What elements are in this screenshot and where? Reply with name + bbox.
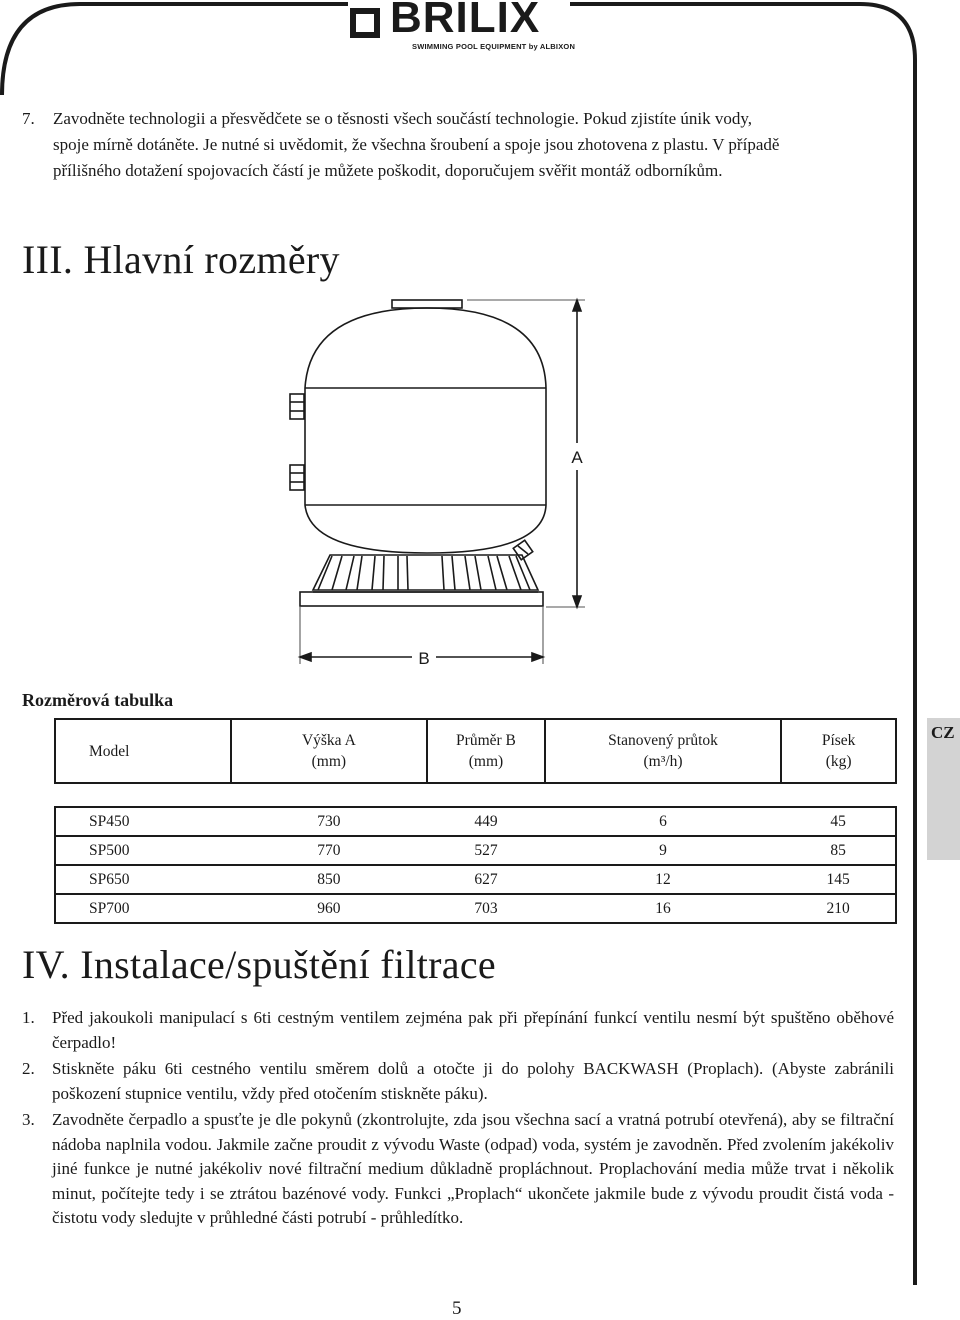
tank-base [300, 555, 543, 606]
language-tab [927, 718, 960, 860]
cell-sand: 45 [781, 807, 896, 836]
intro-number: 7. [22, 109, 35, 128]
cell-height: 960 [231, 894, 427, 923]
list-item [22, 1108, 894, 1231]
header-model: Model [55, 719, 231, 783]
table-row [55, 836, 896, 865]
cell-diameter: 527 [427, 836, 545, 865]
section-3-title: III. Hlavní rozměry [22, 237, 340, 282]
step-text: Zavodněte čerpadlo a spusťte je dle pokynů (zkontrolujte, zda jsou všechna sací a vratná potrubí otevřená), aby se filtrační nádoba naplnila vodou. Jakmile začne proudit z vývodu Waste (odpad) voda, systém je zavodněn. Před zvolením jakékoliv jiné funkce je nutné jakékoliv nové filtrační medium důkladně propláchnout. Proplachování media může trvat i několik minut, počítejte tedy i se ztrátou bazénové vody. Funkci „Proplach“ ukončete jakmile bude z vývodu proudit čistá voda - čistotu vody sledujte v průhledné části potrubí - průhledítko. [52, 1110, 894, 1227]
table-row [55, 807, 896, 836]
cell-flow: 9 [545, 836, 781, 865]
cell-flow: 12 [545, 865, 781, 894]
label-a: A [571, 448, 583, 467]
label-b: B [418, 649, 430, 668]
cell-sand: 85 [781, 836, 896, 865]
section-4-title: IV. Instalace/spuštění filtrace [22, 942, 496, 987]
page-number: 5 [452, 1298, 462, 1319]
cell-model: SP700 [55, 894, 231, 923]
table-header-row [55, 719, 896, 783]
cell-height: 730 [231, 807, 427, 836]
language-tab-label: CZ [931, 723, 955, 742]
step-number: 2. [22, 1059, 35, 1078]
cell-diameter: 703 [427, 894, 545, 923]
list-item [22, 1057, 894, 1106]
cell-flow: 16 [545, 894, 781, 923]
installation-steps [22, 1006, 894, 1233]
header-diameter: Průměr B (mm) [427, 719, 545, 783]
intro-line-3: přílišného dotažení spojovacích částí je můžete poškodit, doporučujem svěřit montáž odborníkům. [53, 161, 723, 180]
list-item [22, 1006, 894, 1055]
step-text: Před jakoukoli manipulací s 6ti cestným ventilem zejména pak při přepínání funkcí ventilu nesmí být spuštěno oběhové čerpadlo! [52, 1008, 894, 1052]
brand-name: BRILIX [390, 0, 541, 42]
step-text: Stiskněte páku 6ti cestného ventilu směrem dolů a otočte ji do polohy BACKWASH (Proplach). (Abyste zabránili poškození stupnice ventilu, vždy před otočením stiskněte páku). [52, 1059, 894, 1103]
step-number: 3. [22, 1110, 35, 1129]
cell-model: SP650 [55, 865, 231, 894]
header-flow: Stanovený průtok (m³/h) [545, 719, 781, 783]
upper-port-icon [290, 394, 304, 419]
dimension-a [467, 300, 585, 607]
cell-model: SP450 [55, 807, 231, 836]
intro-line-2: spoje mírně dotáněte. Je nutné si uvědomit, že všechna šroubení a spoje jsou zhotovena z plastu. V případě [53, 135, 780, 154]
step-number: 1. [22, 1008, 35, 1027]
cell-model: SP500 [55, 836, 231, 865]
cell-sand: 145 [781, 865, 896, 894]
cell-diameter: 627 [427, 865, 545, 894]
brand-tagline: SWIMMING POOL EQUIPMENT by ALBIXON [412, 42, 576, 51]
table-row [55, 894, 896, 923]
table-title: Rozměrová tabulka [22, 690, 174, 710]
cell-height: 850 [231, 865, 427, 894]
tank-lid [392, 300, 462, 308]
cell-diameter: 449 [427, 807, 545, 836]
header-height: Výška A (mm) [231, 719, 427, 783]
intro-line-1: Zavodněte technologii a přesvědčete se o těsnosti všech součástí technologie. Pokud zjistíte únik vody, [53, 109, 753, 128]
dimension-table [54, 718, 897, 924]
tank-body [305, 308, 546, 553]
cell-flow: 6 [545, 807, 781, 836]
cell-height: 770 [231, 836, 427, 865]
table-row [55, 865, 896, 894]
lower-port-icon [290, 465, 304, 490]
cell-sand: 210 [781, 894, 896, 923]
header-sand: Písek (kg) [781, 719, 896, 783]
